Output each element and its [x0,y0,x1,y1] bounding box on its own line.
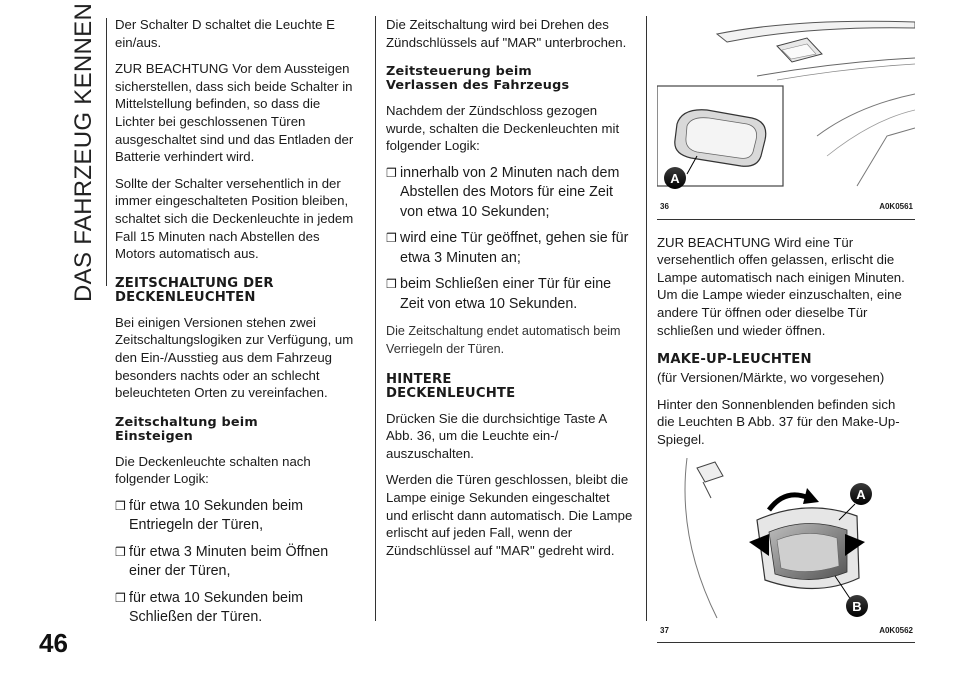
paragraph-versions-note: (für Versionen/Märkte, wo vorgesehen) [657,370,885,386]
paragraph-switch-d: Der Schalter D schaltet die Leuchte E ein/aus. [115,17,335,50]
side-divider [106,18,107,286]
heading-line-2: Einsteigen [115,428,193,444]
figure-number: 37 [660,625,669,635]
column-3 [657,16,915,643]
heading-zeitschaltung [115,277,363,305]
figure-caption [657,620,915,643]
paragraph-auto-off: Sollte der Schalter versehentlich in der immer eingeschalteten Position bleiben, schaltet sich die Deckenleuchte in jedem Fall 15 Minuten nach Abstellen des Motors automatisch aus. [115,175,354,262]
heading-hintere [386,373,634,401]
heading-line-1: HINTERE [386,371,452,387]
label-a-text: A [670,171,680,186]
figure-code: A0K0562 [879,625,913,635]
list-item: ❒ beim Schließen einer Tür für eine Zeit von etwa 10 Sekunden. [386,275,634,314]
paragraph-logic: Die Deckenleuchte schalten nach folgender Logik: [115,453,311,487]
checkbox-bullet-icon: ❒ [386,165,397,180]
heading-line-1: ZEITSCHALTUNG DER [115,275,274,291]
makeup-light-illustration [657,458,915,620]
checkbox-bullet-icon: ❒ [115,498,126,513]
paragraph-ends: Die Zeitschaltung endet automatisch beim Verriegeln der Türen. [386,324,621,357]
heading-verlassen [386,65,634,93]
paragraph-interrupt: Die Zeitschaltung wird bei Drehen des Zündschlüssels auf "MAR" unterbrochen. [386,17,627,50]
bullet-list-verlassen [386,164,634,315]
checkbox-bullet-icon: ❒ [115,590,126,605]
figure-36 [657,16,915,220]
column-divider [375,16,376,621]
heading-einsteigen [115,416,363,444]
page-number: 46 [39,628,68,658]
label-a-text: A [856,486,866,502]
checkbox-bullet-icon: ❒ [115,544,126,559]
paragraph-makeup-lights: Hinter den Sonnenblenden befinden sich die Leuchten B Abb. 37 für den Make-Up-Spiegel. [657,396,900,447]
heading-line-1: Zeitschaltung beim [115,414,258,430]
figure-code: A0K0561 [879,202,913,211]
figure-caption [657,196,915,219]
checkbox-bullet-icon: ❒ [386,231,397,246]
column-1 [115,16,363,637]
list-item: ❒ wird eine Tür geöffnet, gehen sie für etwa 3 Minuten an; [386,229,634,268]
paragraph-press-a: Drücken Sie die durchsichtige Taste A Abb. 36, um die Leuchte ein-/ auszuschalten. [386,410,607,461]
list-item: ❒ innerhalb von 2 Minuten nach dem Abstellen des Motors für eine Zeit von etwa 10 Sekunden; [386,164,634,223]
paragraph-door-open-note: ZUR BEACHTUNG Wird eine Tür versehentlich offen gelassen, erlischt die Lampe automatisch nach einigen Minuten. Um die Lampe wieder einzuschalten, eine andere Tür öffnen oder dieselbe Tür schließen und wieder öffnen. [657,234,905,338]
heading-line-2: Verlassen des Fahrzeugs [386,78,570,94]
figure-37 [657,458,915,644]
heading-makeup: MAKE-UP-LEUCHTEN [657,352,812,368]
paragraph-logic: Nachdem der Zündschloss gezogen wurde, schalten die Deckenleuchten mit folgender Logik: [386,103,620,154]
paragraph-doors-closed: Werden die Türen geschlossen, bleibt die Lampe einige Sekunden eingeschaltet und erlischt dann automatisch. Die Lampe erlischt auf jeden Fall, wenn der Zündschlüssel auf "MAR" gedreht wird. [386,472,633,558]
bullet-list-einsteigen [115,497,363,628]
paragraph-versions: Bei einigen Versionen stehen zwei Zeitschaltungslogiken zur Verfügung, um den Ein-/Ausstieg aus dem Fahrzeug besonders nachts oder an schlecht beleuchteten Orten zu vereinfachen. [115,314,354,401]
heading-line-2: DECKENLEUCHTEN [115,289,256,305]
paragraph-note-switches: ZUR BEACHTUNG Vor dem Aussteigen sicherstellen, dass sich beide Schalter in Mittelstellung befinden, so dass die Lichter bei geschlossenen Türen ausgeschaltet sind und das Entladen der Batterie verhindert wird. [115,61,354,165]
section-side-title: DAS FAHRZEUG KENNEN [70,2,97,302]
rear-ceiling-light-illustration [657,16,915,196]
list-item: ❒ für etwa 10 Sekunden beim Schließen der Türen. [115,589,363,628]
list-item: ❒ für etwa 3 Minuten beim Öffnen einer der Türen, [115,543,363,582]
figure-number: 36 [660,202,669,211]
list-item: ❒ für etwa 10 Sekunden beim Entriegeln der Türen, [115,497,363,536]
heading-line-1: Zeitsteuerung beim [386,64,532,80]
column-2 [386,16,634,568]
label-b-text: B [852,598,862,614]
column-divider [646,16,647,621]
checkbox-bullet-icon: ❒ [386,277,397,292]
heading-line-2: DECKENLEUCHTE [386,385,516,401]
